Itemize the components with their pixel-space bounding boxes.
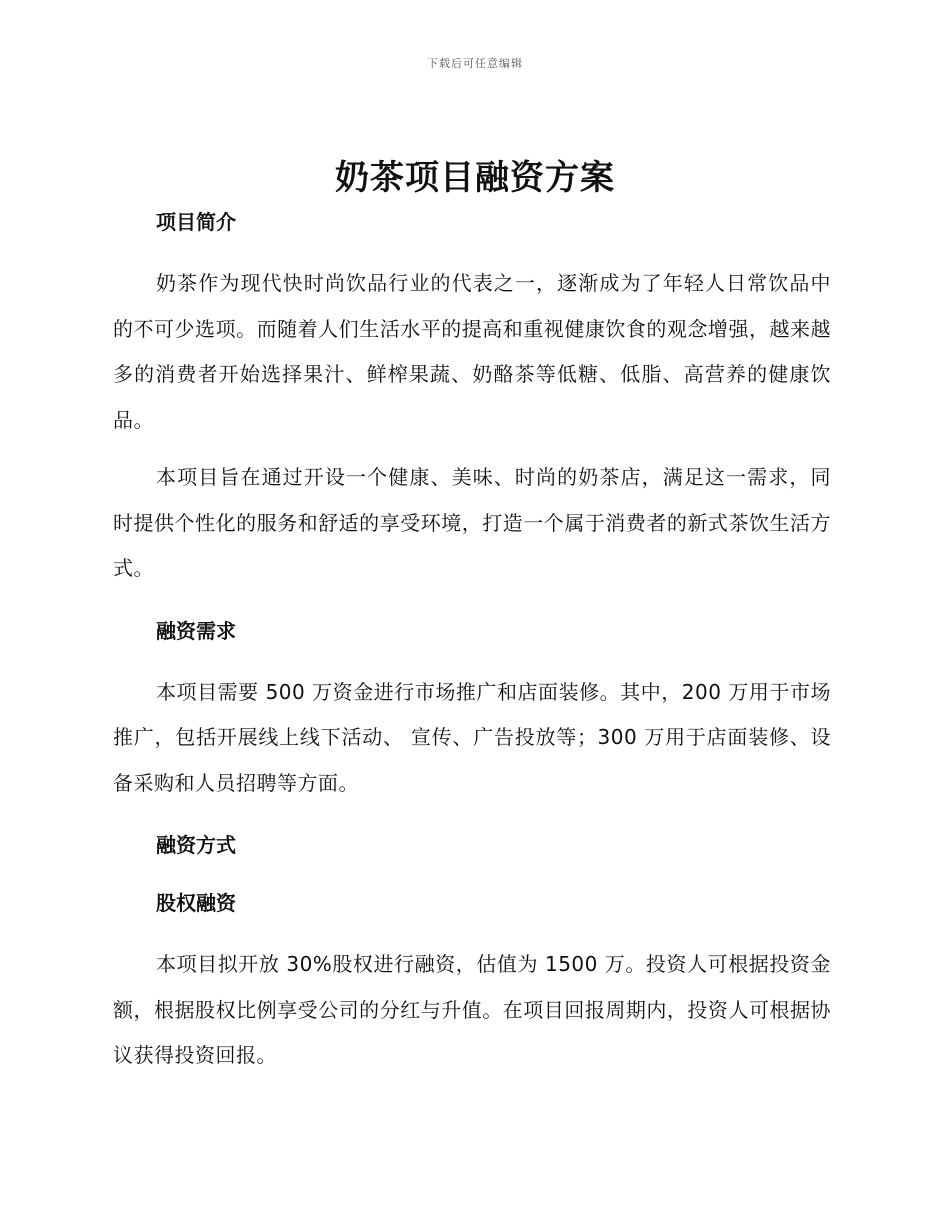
section-heading-method: 融资方式 — [156, 833, 236, 857]
paragraph-demand-1: 本项目需要 500 万资金进行市场推广和店面装修。其中，200 万用于市场推广，包括开展线上线下活动、 宣传、广告投放等；300 万用于店面装修、设备采购和人员招聘等方面。 — [113, 679, 831, 795]
paragraph-equity-1: 本项目拟开放 30%股权进行融资，估值为 1500 万。投资人可根据投资金额，根据股权比例享受公司的分红与升值。在项目回报周期内，投资人可根据协议获得投资回报。 — [113, 952, 831, 1067]
paragraph-intro-1: 奶茶作为现代快时尚饮品行业的代表之一，逐渐成为了年轻人日常饮品中的不可少选项。而随着人们生活水平的提高和重视健康饮食的观念增强，越来越多的消费者开始选择果汁、鲜榨果蔬、奶酪茶等低糖、低脂、高营养的健康饮品。 — [113, 271, 831, 432]
document-body — [113, 205, 831, 1079]
page-header-note: 下载后可任意编辑 — [427, 57, 523, 70]
section-heading-equity: 股权融资 — [156, 891, 236, 915]
section-heading-demand: 融资需求 — [156, 618, 236, 643]
document-title: 奶茶项目融资方案 — [335, 158, 615, 198]
paragraph-intro-2: 本项目旨在通过开设一个健康、美味、时尚的奶茶店，满足这一需求，同时提供个性化的服务和舒适的享受环境，打造一个属于消费者的新式茶饮生活方式。 — [113, 465, 831, 580]
section-heading-intro: 项目简介 — [156, 210, 236, 234]
